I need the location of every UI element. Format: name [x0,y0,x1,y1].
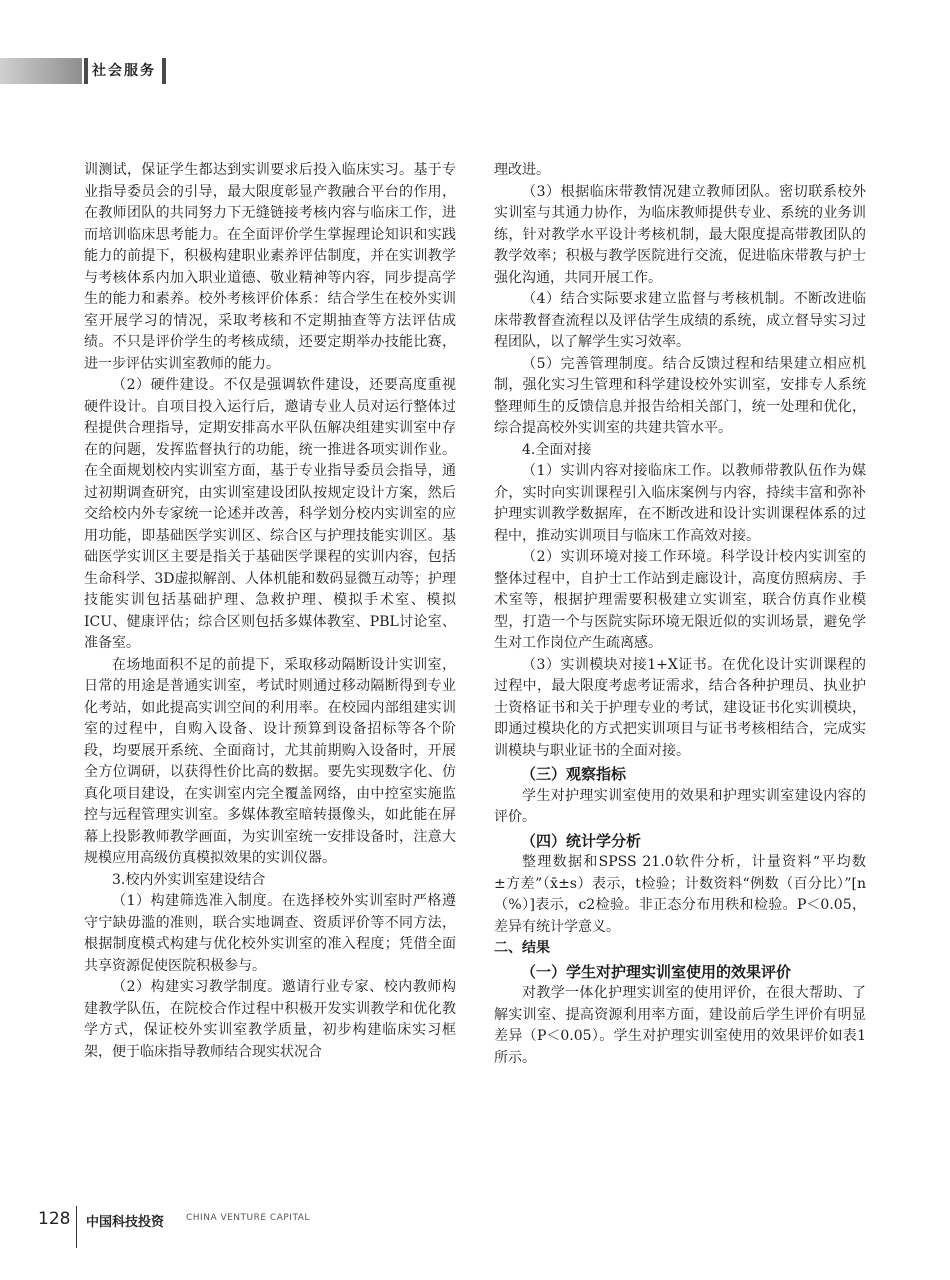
paragraph: 训测试，保证学生都达到实训要求后投入临床实习。基于专业指导委员会的引导，最大限度彰显产教融合平台的作用，在教师团队的共同努力下无缝链接考核内容与临床工作，进而培训临床思考能力。在全面评价学生掌握理论知识和实践能力的前提下，积极构建职业素养评估制度，并在实训教学与考核体系内加入职业道德、敬业精神等内容，同步提高学生的能力和素养。校外考核评价体系：结合学生在校外实训室开展学习的情况，采取考核和不定期抽查等方法评估成绩。不只是评价学生的考核成绩，还要定期举办技能比赛，进一步评估实训室教师的能力。 [84,162,456,372]
paragraph: 理改进。 [494,162,550,178]
paragraph: 3.校内外实训室建设结合 [112,871,266,888]
paragraph: （1）构建筛选准入制度。在选择校外实训室时严格遵守宁缺毋滥的准则，联合实地调查、资质评价等不同方法，根据制度模式构建与优化校外实训室的准入程度；凭借全面共享资源促使医院积极参与。 [84,893,456,974]
header-divider-right [162,58,166,84]
paragraph: 对教学一体化护理实训室的使用评价，在很大帮助、了解实训室、提高资源利用率方面，建设前后学生评价有明显差异（P＜0.05）。学生对护理实训室使用的效果评价如表1所示。 [494,985,866,1066]
right-column [494,160,866,1069]
paragraph: 在场地面积不足的前提下，采取移动隔断设计实训室，日常的用途是普通实训室，考试时则通过移动隔断得到专业化考站，如此提高实训空间的利用率。在校园内部组建实训室的过程中，自购入设备、设计预算到设备招标等各个阶段，均要展开系统、全面商讨，尤其前期购入设备时，开展全方位调研，以获得性价比高的数据。要先实现数字化、仿真化项目建设，在实训室内完全覆盖网络，由中控室实施监控与远程管理实训室。多媒体教室暗转摄像头，如此能在屏幕上投影教师教学画面，为实训室统一安排设备时，注意大规模应用高级仿真模拟效果的实训仪器。 [84,656,456,866]
header-band [0,58,82,84]
journal-name-english: CHINA VENTURE CAPITAL [186,1213,310,1223]
subsection-heading: （一）学生对护理实训室使用的效果评价 [521,962,792,981]
subsection-heading: （三）观察指标 [521,765,627,783]
paragraph: （4）结合实际要求建立监督与考核机制。不断改进临床带教督查流程以及评估学生成绩的系统，成立督导实习过程团队，以了解学生实习效率。 [494,291,866,350]
paragraph: （2）构建实习教学制度。邀请行业专家、校内教师构建教学队伍，在院校合作过程中积极开发实训教学和优化教学方式，保证校外实训室教学质量，初步构建临床实习框架，便于临床指导教师结合现实状况合 [84,979,456,1060]
section-title: 社会服务 [92,63,156,79]
subsection-heading: （四）统计学分析 [521,831,642,850]
left-column [84,160,456,1063]
paragraph: （5）完善管理制度。结合反馈过程和结果建立相应机制，强化实习生管理和科学建设校外实训室，安排专人系统整理师生的反馈信息并报告给相关部门，统一处理和优化，综合提高校外实训室的共建共管水平。 [494,355,866,436]
section-heading: 二、结果 [494,940,550,956]
paragraph: 4.全面对接 [522,441,592,458]
paragraph: （1）实训内容对接临床工作。以教师带教队伍作为媒介，实时向实训课程引入临床案例与内容，持续丰富和弥补护理实训教学数据库，在不断改进和设计实训课程体系的过程中，推动实训项目与临床工作高效对接。 [494,463,866,544]
page-number: 128 [38,1209,71,1229]
header-divider-left [84,58,88,84]
footer-divider [76,1206,77,1248]
paragraph: （2）硬件建设。不仅是强调软件建设，还要高度重视硬件设计。自项目投入运行后，邀请专业人员对运行整体过程提供合理指导，定期安排高水平队伍解决组建实训室中存在的问题，发挥监督执行的功能，统一推进各项实训作业。在全面规划校内实训室方面，基于专业指导委员会指导，通过初期调查研究，由实训室建设团队按规定设计方案，然后交给校内外专家统一论述并改善，科学划分校内实训室的应用功能，即基础医学实训区、综合区与护理技能实训区。基础医学实训区主要是指关于基础医学课程的实训内容，包括生命科学、3D虚拟解剖、人体机能和数码显微互动等；护理技能实训包括基础护理、急救护理、模拟手术室、模拟ICU、健康评估；综合区则包括多媒体教室、PBL讨论室、准备室。 [84,377,456,651]
journal-name: 中国科技投资 [86,1215,165,1230]
paragraph: （3）实训模块对接1+X证书。在优化设计实训课程的过程中，最大限度考虑考证需求，结合各种护理员、执业护士资格证书和关于护理专业的考试，建设证书化实训模块，即通过模块化的方式把实训项目与证书考核相结合，完成实训模块与职业证书的全面对接。 [494,656,866,759]
paragraph: （2）实训环境对接工作环境。科学设计校内实训室的整体过程中，自护士工作站到走廊设计，高度仿照病房、手术室等，根据护理需要积极建立实训室，联合仿真作业模型，打造一个与医院实际环境无限近似的实训场景，避免学生对工作岗位产生疏离感。 [494,549,866,651]
paragraph: （3）根据临床带教情况建立教师团队。密切联系校外实训室与其通力协作，为临床教师提供专业、系统的业务训练，针对教学水平设计考核机制，最大限度提高带教团队的教学效率；积极与教学医院进行交流，促进临床带教与护士强化沟通，共同开展工作。 [494,183,866,286]
paragraph: 学生对护理实训室使用的效果和护理实训室建设内容的评价。 [494,787,866,825]
paragraph: 整理数据和SPSS 21.0软件分析，计量资料“平均数±方差”（x̄±s）表示，t检验；计数资料“例数（百分比）”[n（%）]表示，c2检验。非正态分布用秩和检验。P＜0.05，差异有统计学意义。 [494,854,866,935]
